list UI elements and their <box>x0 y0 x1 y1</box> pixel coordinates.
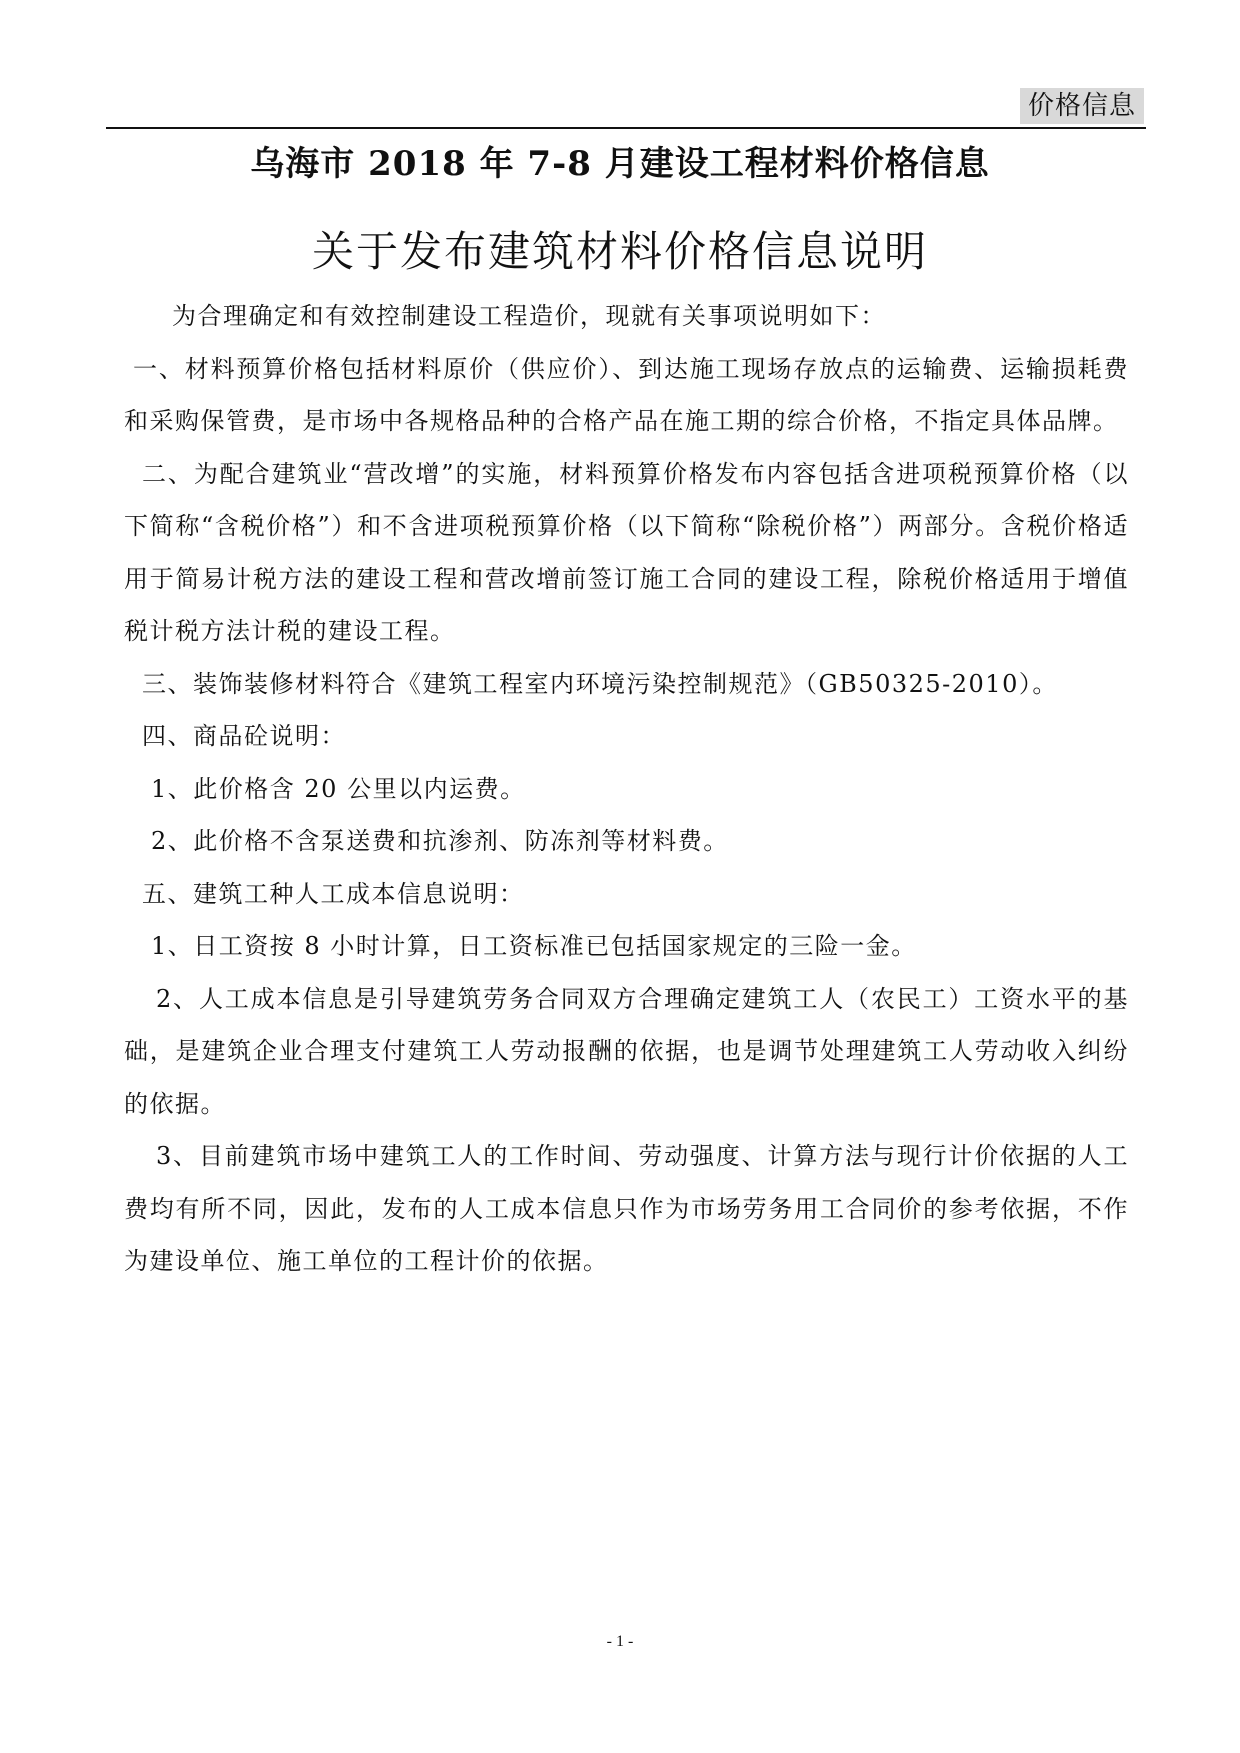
paragraph-intro: 为合理确定和有效控制建设工程造价，现就有关事项说明如下： <box>172 302 886 330</box>
paragraph-section-2: 二、为配合建筑业“营改增”的实施，材料预算价格发布内容包括含进项税预算价格（以下简称“含税价格”）和不含进项税预算价格（以下简称“除税价格”）两部分。含税价格适用于简易计税方法的建设工程和营改增前签订施工合同的建设工程，除税价格适用于增值税计税方法计税的建设工程。 <box>124 459 1129 645</box>
paragraph-section-5-item-3: 3、目前建筑市场中建筑工人的工作时间、劳动强度、计算方法与现行计价依据的人工费均有所不同，因此，发布的人工成本信息只作为市场劳务用工合同价的参考依据，不作为建设单位、施工单位的工程计价的依据。 <box>124 1142 1129 1275</box>
header-divider <box>106 127 1146 129</box>
document-title: 乌海市 2018 年 7-8 月建设工程材料价格信息 <box>250 144 990 184</box>
page-number: - 1 - <box>606 1633 634 1650</box>
paragraph-section-1: 一、材料预算价格包括材料原价（供应价）、到达施工现场存放点的运输费、运输损耗费和采购保管费，是市场中各规格品种的合格产品在施工期的综合价格，不指定具体品牌。 <box>124 354 1129 435</box>
header-tag-price-info: 价格信息 <box>1020 88 1144 124</box>
paragraph-section-4: 四、商品砼说明： <box>142 722 346 750</box>
paragraph-section-4-item-1: 1、此价格含 20 公里以内运费。 <box>151 774 526 803</box>
document-body <box>124 290 1129 1288</box>
paragraph-section-5-item-1: 1、日工资按 8 小时计算，日工资标准已包括国家规定的三险一金。 <box>151 932 917 960</box>
paragraph-section-4-item-2: 2、此价格不含泵送费和抗渗剂、防冻剂等材料费。 <box>151 827 729 855</box>
paragraph-section-5-item-2: 2、人工成本信息是引导建筑劳务合同双方合理确定建筑工人（农民工）工资水平的基础，是建筑企业合理支付建筑工人劳动报酬的依据，也是调节处理建筑工人劳动收入纠纷的依据。 <box>124 984 1129 1118</box>
document-subtitle: 关于发布建筑材料价格信息说明 <box>311 227 928 276</box>
paragraph-section-3: 三、装饰装修材料符合《建筑工程室内环境污染控制规范》（GB50325-2010）。 <box>142 669 1058 698</box>
paragraph-section-5: 五、建筑工种人工成本信息说明： <box>142 879 525 908</box>
